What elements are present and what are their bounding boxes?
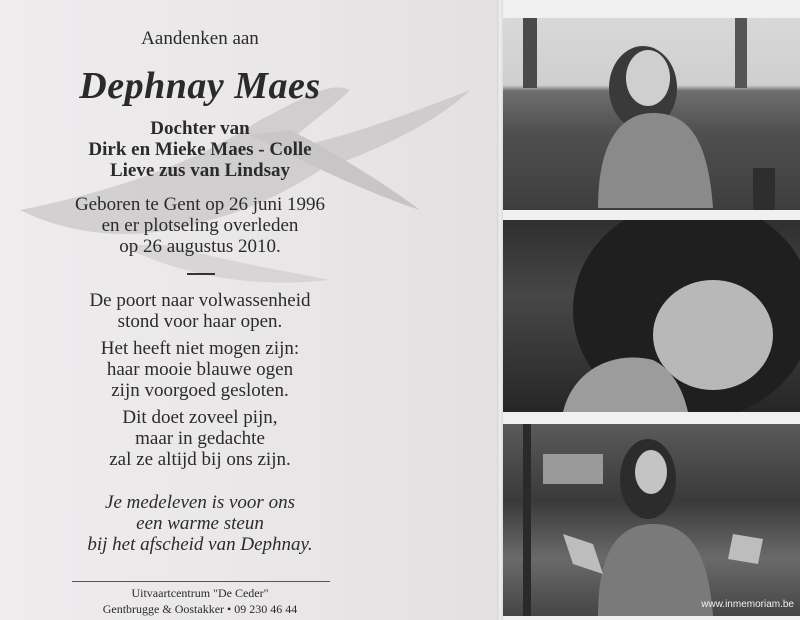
poem-line: maar in gedachte [135, 428, 265, 449]
poem-line: haar mooie blauwe ogen [106, 359, 294, 380]
poem-line: stond voor haar open. [117, 311, 283, 332]
funeral-home: Uitvaartcentrum "De Ceder" [131, 586, 269, 600]
poem-line: zijn voorgoed gesloten. [111, 380, 289, 401]
footer-rule [72, 581, 330, 582]
closing-line: bij het afscheid van Dephnay. [87, 534, 313, 555]
photo-closeup-portrait [503, 220, 800, 412]
photo-panel [503, 0, 800, 620]
deceased-name: Dephnay Maes [79, 65, 321, 107]
closing-line: een warme steun [136, 513, 264, 534]
death-line: en er plotseling overleden [101, 215, 299, 236]
poem-line: zal ze altijd bij ons zijn. [109, 449, 291, 470]
photo-standing-portrait [503, 424, 800, 616]
death-date-line: op 26 augustus 2010. [119, 236, 281, 257]
poem-line: Dit doet zoveel pijn, [122, 407, 278, 428]
divider-dash [187, 273, 215, 275]
birth-line: Geboren te Gent op 26 juni 1996 [74, 194, 326, 215]
parents-names: Dirk en Mieke Maes - Colle [88, 139, 312, 160]
closing-line: Je medeleven is voor ons [105, 492, 295, 513]
photo-outdoor-portrait [503, 18, 800, 210]
sister-line: Lieve zus van Lindsay [109, 160, 290, 181]
poem-line: Het heeft niet mogen zijn: [100, 338, 300, 359]
poem-line: De poort naar volwassenheid [89, 290, 311, 311]
remembrance-heading: Aandenken aan [141, 28, 259, 49]
daughter-of-label: Dochter van [150, 118, 250, 139]
funeral-home-address: Gentbrugge & Oostakker • 09 230 46 44 [102, 602, 298, 616]
watermark: www.inmemoriam.be [701, 599, 794, 610]
